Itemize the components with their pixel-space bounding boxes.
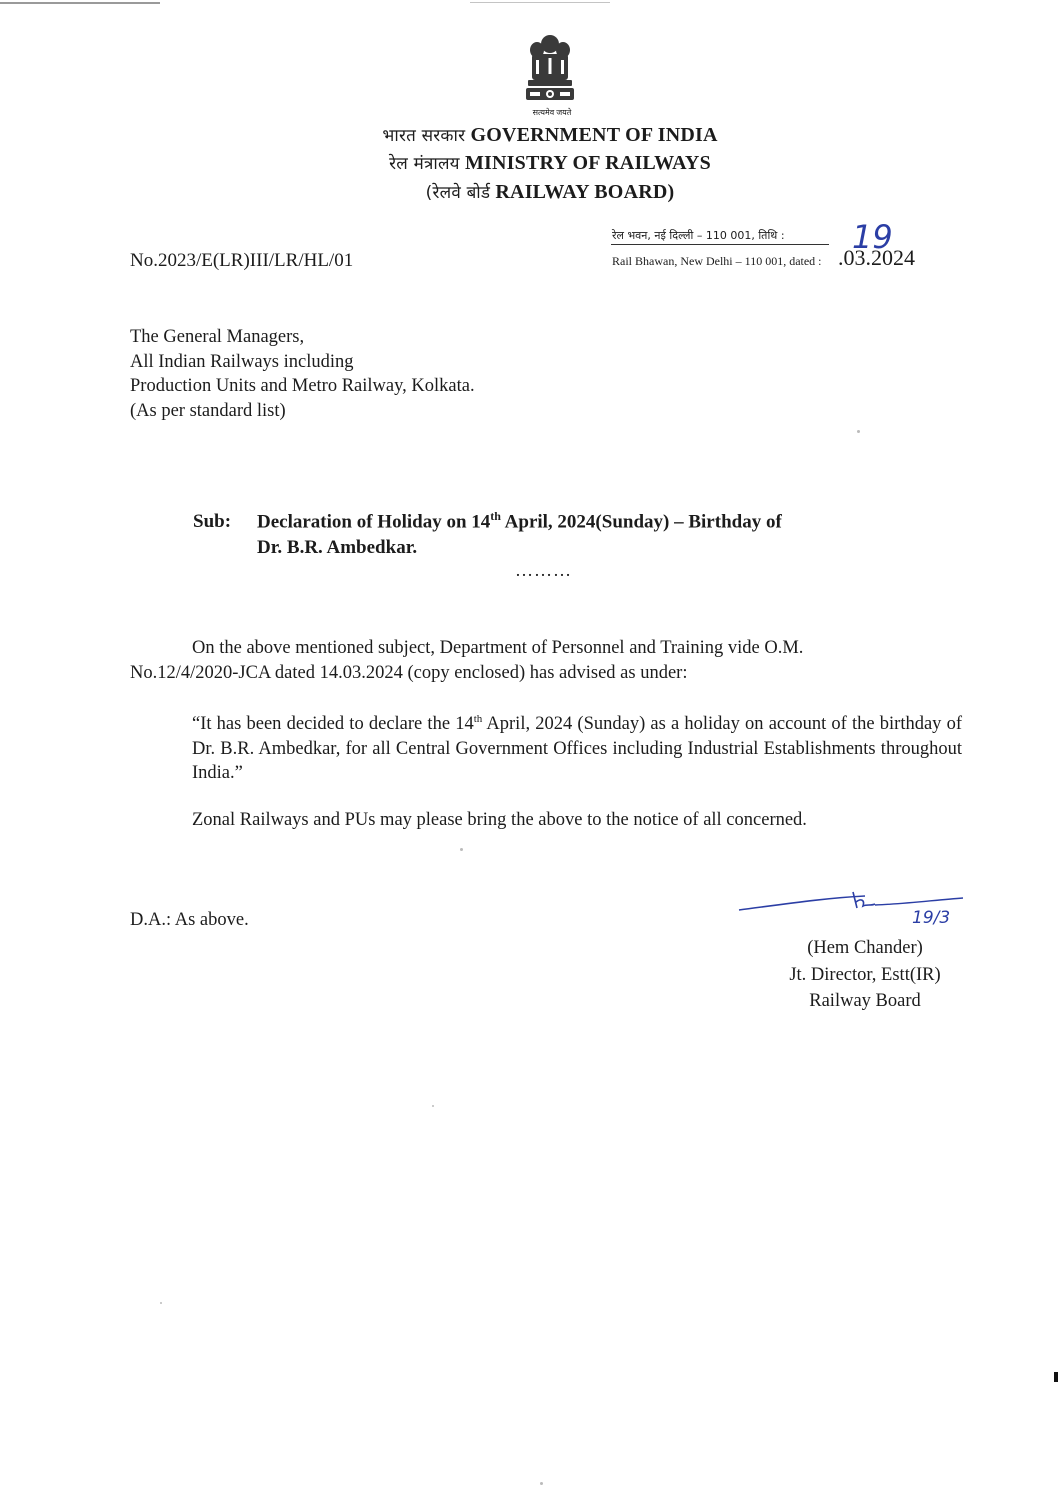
addressee-block	[130, 325, 475, 423]
subject-text-line2: Dr. B.R. Ambedkar.	[257, 537, 418, 559]
handwritten-day: 19	[852, 218, 893, 256]
scan-speck	[540, 1482, 543, 1485]
signature-date: 19/3	[912, 908, 951, 928]
quote-text: April, 2024 (Sunday) as a holiday on account of the birthday of Dr. B.R. Ambedkar, for all Central Government Offices including Industrial Establishments throughout India.”	[192, 714, 962, 784]
address-hindi: रेल भवन, नई दिल्ली – 110 001, तिथि :	[612, 229, 785, 242]
signatory-block	[770, 935, 960, 1015]
scan-speck	[857, 430, 860, 433]
header-english-ministry: MINISTRY OF RAILWAYS	[464, 152, 711, 174]
addressee-line: Production Units and Metro Railway, Kolkata.	[130, 376, 475, 396]
quote-text: “It has been decided to declare the 14	[192, 714, 474, 735]
address-english: Rail Bhawan, New Delhi – 110 001, dated :	[612, 254, 822, 268]
subject-superscript: th	[490, 509, 501, 523]
emblem-motto: सत्यमेव जयते	[532, 108, 572, 117]
header-hindi-ministry: रेल मंत्रालय	[389, 154, 460, 174]
address-divider	[611, 244, 829, 245]
signatory-designation: Jt. Director, Estt(IR)	[789, 964, 941, 985]
body-paragraph-line: On the above mentioned subject, Department of Personnel and Training vide O.M.	[192, 638, 804, 658]
header-hindi-board: (रेलवे बोर्ड	[425, 183, 491, 203]
printed-date: .03.2024	[838, 245, 915, 270]
subject-label: Sub:	[193, 511, 232, 533]
header-line-board	[300, 180, 800, 204]
signatory-name: (Hem Chander)	[807, 938, 923, 958]
reference-number: No.2023/E(LR)III/LR/HL/01	[130, 250, 354, 271]
scan-artifact-line	[470, 2, 610, 3]
header-hindi-government: भारत सरकार	[382, 126, 466, 146]
addressee-line: (As per standard list)	[130, 400, 286, 421]
subject-separator: ………	[515, 560, 572, 580]
header-english-board: RAILWAY BOARD)	[495, 181, 675, 203]
body-paragraph	[130, 636, 962, 685]
scan-speck	[432, 1105, 434, 1107]
header-line-ministry	[300, 151, 800, 175]
quote-superscript: th	[473, 713, 483, 725]
addressee-line: The General Managers,	[130, 327, 305, 347]
addressee-line: All Indian Railways including	[130, 351, 354, 372]
body-paragraph-line: No.12/4/2020-JCA dated 14.03.2024 (copy enclosed) has advised as under:	[130, 662, 688, 683]
header-line-government	[300, 123, 800, 147]
enclosure-note: D.A.: As above.	[130, 910, 249, 930]
scan-artifact-line	[0, 2, 160, 4]
subject-text: Declaration of Holiday on 14	[257, 511, 491, 533]
quoted-paragraph	[192, 707, 962, 786]
header-english-government: GOVERNMENT OF INDIA	[470, 124, 718, 146]
subject-text: April, 2024(Sunday) – Birthday of	[500, 511, 782, 533]
national-emblem-icon	[522, 32, 578, 112]
signatory-office: Railway Board	[809, 991, 921, 1011]
scan-speck	[160, 1302, 162, 1304]
scan-speck	[460, 848, 463, 851]
scan-edge-mark	[1054, 1372, 1058, 1382]
notice-paragraph: Zonal Railways and PUs may please bring the above to the notice of all concerned.	[192, 810, 807, 830]
subject-block	[193, 503, 782, 561]
